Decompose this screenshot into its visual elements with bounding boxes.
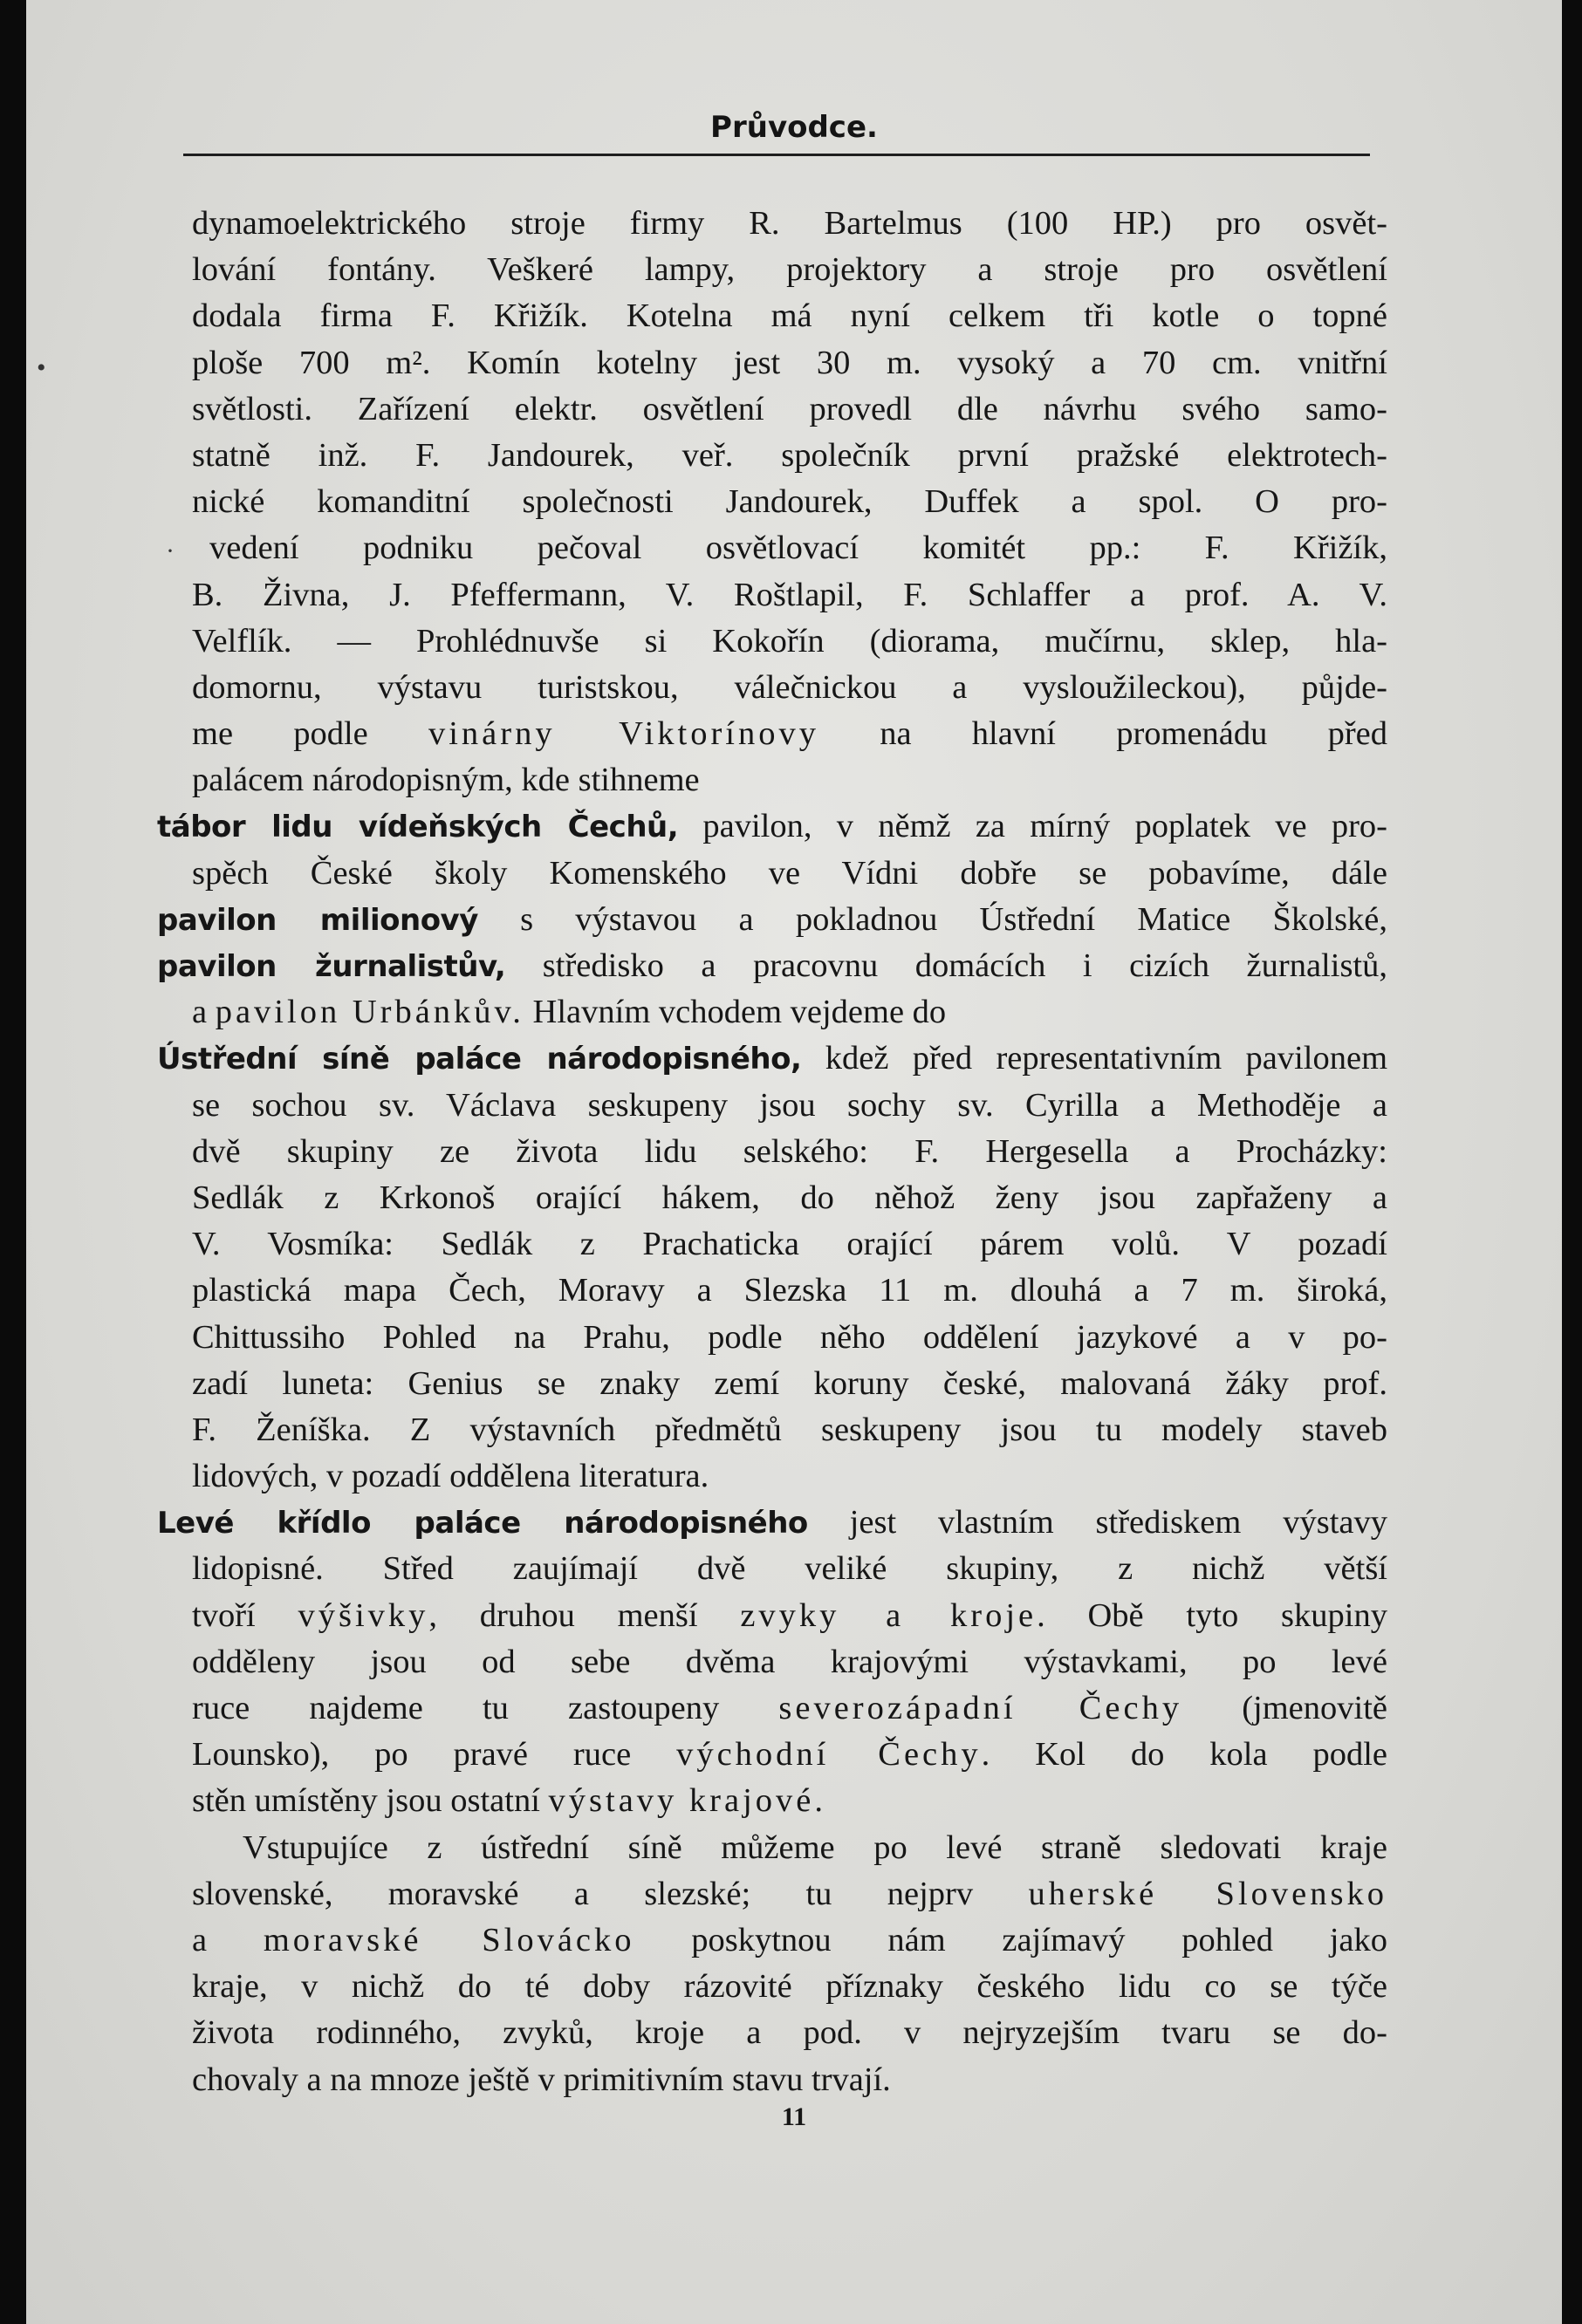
text-line (192, 1685, 1387, 1732)
text-segment: dvě skupiny ze života lidu selského: F. Hergesella a Procházky: (192, 1132, 1387, 1170)
text-line (209, 525, 1387, 571)
page-number: 11 (781, 2102, 807, 2131)
text-segment: ruce najdeme tu zastoupeny (192, 1690, 779, 1726)
text-line (192, 1453, 1387, 1500)
spaced-emphasis-text: severozápadní Čechy (778, 1690, 1183, 1726)
text-line (192, 711, 1387, 757)
text-line (192, 851, 1387, 897)
text-segment: se sochou sv. Václava seskupeny jsou sochy sv. Cyrilla a Methoděje a (192, 1086, 1387, 1124)
text-line (192, 1407, 1387, 1453)
text-segment: palácem národopisným, kde stihneme (192, 762, 700, 799)
page-body-text (157, 201, 1388, 2103)
text-segment: pavilon, v němž za mírný poplatek ve pro- (678, 808, 1387, 845)
text-line (192, 665, 1387, 711)
text-segment: středisko a pracovnu domácích i cizích žurnalistů, (505, 947, 1388, 984)
text-line (192, 1778, 1387, 1824)
text-segment: lidopisné. Střed zaujímají dvě veliké skupiny, z nichž větší (192, 1550, 1387, 1588)
text-line (192, 1175, 1387, 1221)
text-segment: . Obě tyto skupiny (1037, 1596, 1387, 1634)
text-segment: Vstupujíce z ústřední síně můžeme po levé straně sledovati kraje (243, 1828, 1387, 1866)
text-segment: me podle (192, 715, 428, 753)
text-segment: dynamoelektrického stroje firmy R. Bartelmus (100 HP.) pro osvět- (192, 205, 1387, 242)
text-line (192, 572, 1387, 619)
text-segment: domornu, výstavu turistskou, válečnickou a vysloužileckou), půjde- (192, 668, 1387, 706)
text-line (192, 1732, 1387, 1778)
text-segment: Hlavním vchodem vejdeme do (524, 994, 947, 1031)
bold-heading-text: pavilon žurnalistův, (157, 949, 506, 984)
text-line (157, 803, 1387, 850)
text-segment: dodala firma F. Křižík. Kotelna má nyní celkem tři kotle o topné (192, 297, 1387, 335)
text-line (192, 1129, 1387, 1175)
text-line (192, 386, 1387, 433)
text-segment: V. Vosmíka: Sedlák z Prachaticka orající párem volů. V pozadí (192, 1226, 1387, 1263)
text-segment: F. Ženíška. Z výstavních předmětů seskupeny jsou tu modely staveb (192, 1411, 1387, 1448)
text-segment: slovenské, moravské a slezské; tu nejprv (192, 1875, 1029, 1912)
text-line (192, 1593, 1387, 1639)
bold-heading-text: Levé křídlo paláce národopisného (157, 1506, 808, 1541)
text-segment: odděleny jsou od sebe dvěma krajovými výstavkami, po levé (192, 1643, 1387, 1680)
text-segment: . Kol do kola podle (981, 1736, 1387, 1774)
bold-heading-text: tábor lidu vídeňských Čechů, (157, 810, 679, 845)
text-segment: Chittussiho Pohled na Prahu, podle něho oddělení jazykové a v po- (192, 1318, 1387, 1356)
text-line (192, 2010, 1387, 2056)
bold-heading-text: Ústřední síně paláce národopisného, (157, 1042, 802, 1077)
text-line (192, 757, 1387, 803)
text-segment: lování fontány. Veškeré lampy, projektory a stroje pro osvětlení (192, 251, 1387, 289)
text-segment: života rodinného, zvyků, kroje a pod. v nejryzejším tvaru se do- (192, 2014, 1387, 2052)
text-line (192, 340, 1387, 386)
text-line (192, 201, 1387, 247)
text-segment: tvoří (192, 1596, 298, 1634)
text-segment: na hlavní promenádu před (819, 715, 1388, 753)
text-segment: poskytnou nám zajímavý pohled jako (634, 1921, 1387, 1958)
book-page (26, 0, 1562, 2324)
text-line (192, 1315, 1387, 1361)
text-segment: světlosti. Zařízení elektr. osvětlení provedl dle návrhu svého samo- (192, 390, 1387, 427)
text-line (157, 1036, 1387, 1082)
text-line (192, 433, 1387, 479)
text-segment: statně inž. F. Jandourek, veř. společník první pražské elektrotech- (192, 436, 1387, 474)
spaced-emphasis-text: výšivky (298, 1596, 429, 1634)
text-line (192, 1639, 1387, 1685)
text-segment: B. Živna, J. Pfeffermann, V. Roštlapil, F. Schlaffer a prof. A. V. (192, 576, 1387, 613)
text-line (192, 1964, 1387, 2010)
text-line (192, 1546, 1387, 1592)
text-segment: vedení podniku pečoval osvětlovací komitét pp.: F. Křižík, (209, 530, 1387, 567)
margin-tick: · (166, 537, 175, 565)
text-segment: nické komanditní společnosti Jandourek, Duffek a spol. O pro- (192, 483, 1387, 521)
text-segment: ploše 700 m². Komín kotelny jest 30 m. vysoký a 70 cm. vnitřní (192, 344, 1387, 381)
spaced-emphasis-text: uherské Slovensko (1028, 1875, 1387, 1912)
text-segment: s výstavou a pokladnou Ústřední Matice Školské, (477, 900, 1388, 938)
text-segment: spěch České školy Komenského ve Vídni dobře se pobavíme, dále (192, 854, 1387, 892)
text-line (192, 1268, 1387, 1314)
text-segment: , druhou menší (428, 1596, 741, 1634)
text-segment: chovaly a na mnoze ještě v primitivním stavu trvají. (192, 2061, 891, 2098)
text-segment: (jmenovitě (1182, 1690, 1388, 1726)
text-line (192, 247, 1387, 293)
spaced-emphasis-text: výstavy krajové (548, 1782, 815, 1820)
text-segment: jest vlastním střediskem výstavy (807, 1504, 1388, 1541)
text-line (243, 1825, 1387, 1871)
text-line (192, 1871, 1387, 1917)
spaced-emphasis-text: moravské Slovácko (263, 1921, 635, 1958)
text-segment: a (192, 1921, 264, 1958)
spaced-emphasis-text: pavilon Urbánkův. (215, 994, 524, 1031)
text-segment: stěn umístěny jsou ostatní (192, 1782, 549, 1820)
bold-heading-text: pavilon milionový (157, 902, 478, 938)
text-segment: a (192, 994, 216, 1031)
text-line (192, 1083, 1387, 1129)
spaced-emphasis-text: východní Čechy (676, 1736, 982, 1774)
text-line (157, 1500, 1387, 1546)
text-segment: kraje, v nichž do té doby rázovité příznaky českého lidu co se týče (192, 1968, 1387, 2006)
text-line (192, 989, 1387, 1036)
text-line (192, 2057, 1387, 2103)
text-segment: kdež před representativním pavilonem (801, 1040, 1388, 1077)
text-segment: plastická mapa Čech, Moravy a Slezska 11 m. dlouhá a 7 m. široká, (192, 1272, 1387, 1309)
text-segment: Lounsko), po pravé ruce (192, 1736, 677, 1774)
text-segment: zadí luneta: Genius se znaky zemí koruny české, malovaná žáky prof. (192, 1364, 1387, 1402)
text-line (192, 293, 1387, 339)
text-line (192, 1221, 1387, 1268)
text-segment: . (814, 1782, 823, 1820)
header-rule (183, 154, 1370, 156)
margin-dot: • (37, 353, 46, 382)
text-segment: Velflík. — Prohlédnuvše si Kokořín (diorama, mučírnu, sklep, hla- (192, 622, 1387, 660)
text-line (192, 1361, 1387, 1407)
text-line (192, 479, 1387, 525)
spaced-emphasis-text: zvyky a kroje (740, 1596, 1038, 1634)
text-line (157, 897, 1387, 943)
spaced-emphasis-text: vinárny Viktorínovy (428, 715, 820, 753)
text-segment: Sedlák z Krkonoš orající hákem, do něhož ženy jsou zapřaženy a (192, 1179, 1387, 1216)
text-line (157, 943, 1387, 989)
text-line (192, 1917, 1387, 1964)
text-line (192, 619, 1387, 665)
text-segment: lidových, v pozadí oddělena literatura. (192, 1458, 709, 1495)
running-header: Průvodce. (710, 110, 878, 145)
